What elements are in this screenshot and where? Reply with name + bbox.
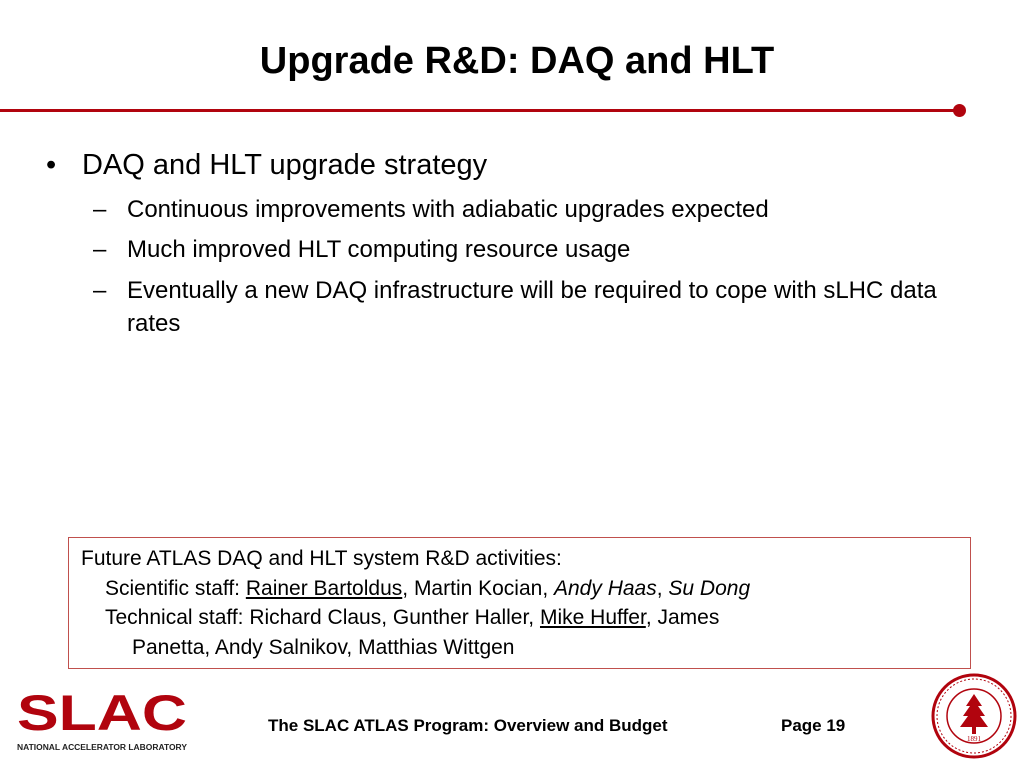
title-divider bbox=[0, 109, 955, 112]
slide-title: Upgrade R&D: DAQ and HLT bbox=[259, 40, 775, 82]
sub-bullet-text: Much improved HLT computing resource usage bbox=[127, 236, 631, 263]
dash-marker: – bbox=[93, 277, 107, 304]
technical-staff-continuation: Panetta, Andy Salnikov, Matthias Wittgen bbox=[132, 635, 515, 659]
page-number: Page 19 bbox=[781, 716, 846, 735]
seal-year: 1891 bbox=[967, 735, 981, 743]
staff-name: Su Dong bbox=[668, 576, 751, 600]
technical-staff-label: Technical staff: Richard Claus, Gunther Haller, bbox=[105, 606, 540, 629]
staff-name: Rainer Bartoldus bbox=[245, 576, 403, 600]
sub-bullet-text: Continuous improvements with adiabatic upgrades expected bbox=[127, 196, 769, 223]
sub-bullet bbox=[93, 193, 967, 226]
dash-marker: – bbox=[93, 236, 107, 263]
stanford-seal-icon bbox=[930, 672, 1018, 760]
staff-name: Mike Huffer bbox=[539, 606, 646, 629]
separator: , bbox=[402, 576, 414, 600]
technical-staff-rest: , James bbox=[645, 606, 720, 629]
staff-box-heading: Future ATLAS DAQ and HLT system R&D activities: bbox=[81, 547, 562, 570]
separator: , bbox=[656, 576, 669, 600]
staff-name: Martin Kocian bbox=[413, 576, 543, 600]
bullet-main-text: DAQ and HLT upgrade strategy bbox=[82, 149, 488, 181]
logo-subtext: NATIONAL ACCELERATOR LABORATORY bbox=[17, 743, 188, 752]
sub-bullet-text: Eventually a new DAQ infrastructure will be required to cope with sLHC data rates bbox=[127, 277, 937, 337]
sub-bullet bbox=[93, 274, 967, 340]
dash-marker: – bbox=[93, 196, 107, 223]
staff-name: Andy Haas bbox=[554, 576, 657, 600]
presentation-title: The SLAC ATLAS Program: Overview and Budget bbox=[268, 716, 668, 735]
sub-bullet bbox=[93, 233, 967, 266]
logo-wordmark: SLAC bbox=[17, 685, 187, 741]
scientific-staff-label: Scientific staff: bbox=[105, 576, 246, 600]
bullet-main bbox=[46, 147, 982, 183]
bullet-marker: • bbox=[46, 149, 57, 181]
separator: , bbox=[542, 576, 554, 600]
staff-box bbox=[68, 537, 971, 669]
scientific-staff-line bbox=[81, 574, 970, 604]
slac-logo bbox=[16, 683, 194, 755]
technical-staff-line bbox=[81, 603, 970, 633]
title-divider-dot bbox=[953, 104, 966, 117]
